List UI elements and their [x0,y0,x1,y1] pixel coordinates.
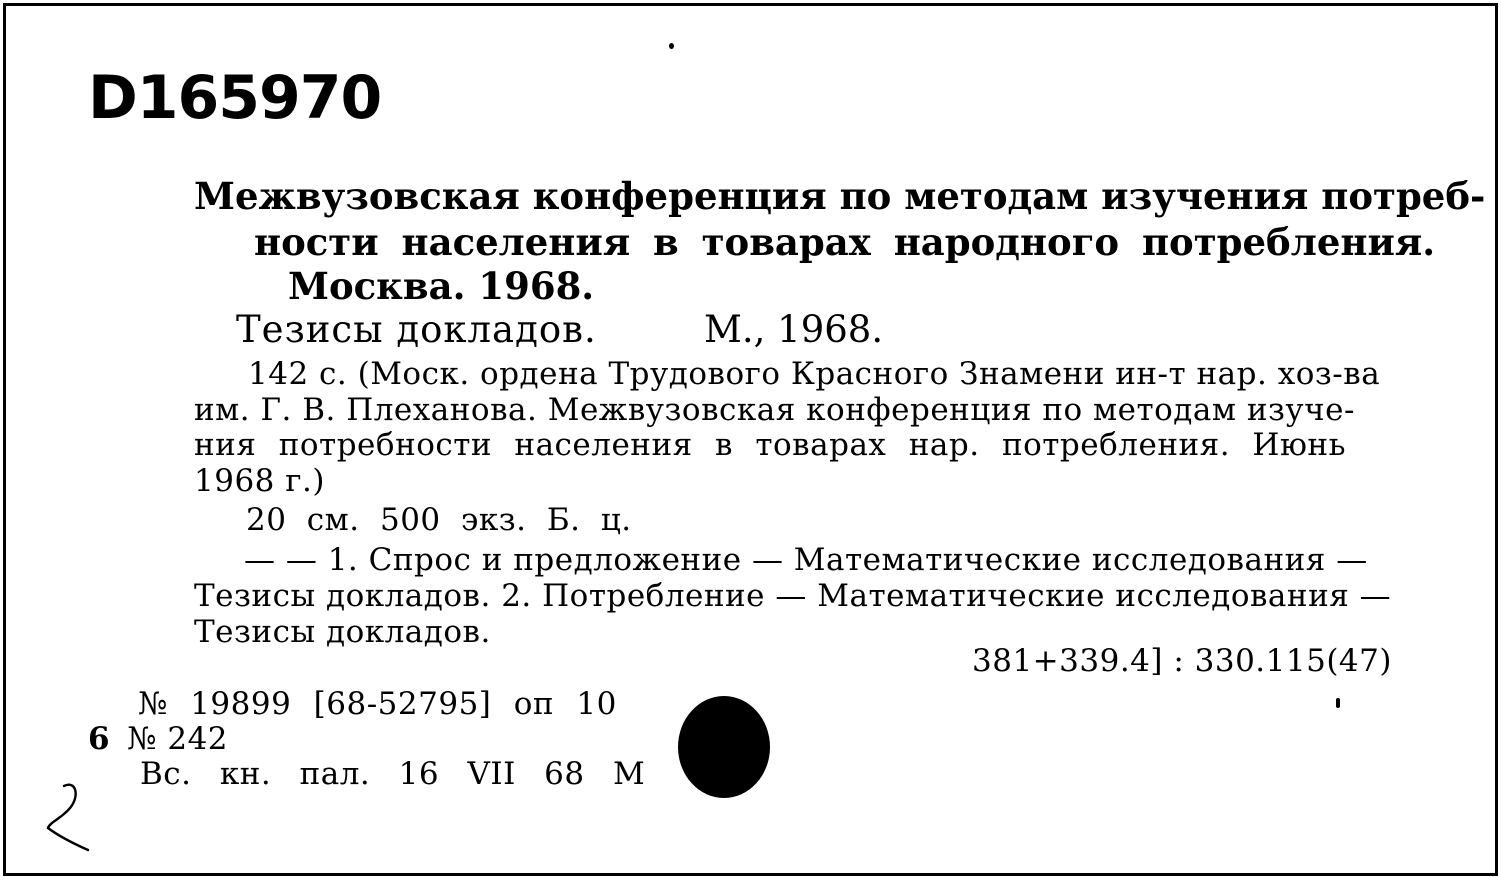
ink-speck [669,43,674,49]
physical-description: 20 см. 500 экз. Б. ц. [246,502,632,538]
description-line-2: им. Г. В. Плеханова. Межвузовская конференция по методам изуче- [194,392,1355,428]
subtitle-right: М., 1968. [704,308,884,351]
punch-hole [678,696,770,798]
title-line-2: ности населения в товарах народного потребления. [254,220,1436,264]
handwritten-mark [36,778,106,858]
footer-line-2-number: № 242 [127,721,229,757]
description-line-4: 1968 г.) [194,463,325,499]
description-line-3: ния потребности населения в товарах нар. потребления. Июнь [194,427,1346,463]
title-line-1: Межвузовская конференция по методам изучения потреб- [194,174,1486,218]
footer-line-2 [88,721,228,757]
subjects-line-3: Тезисы докладов. [194,614,491,650]
subjects-line-2: Тезисы докладов. 2. Потребление — Математические исследования — [194,578,1392,614]
catalog-card [3,3,1498,876]
catalog-number-text: D165970 [88,63,382,133]
classification-code: 381+339.4] : 330.115(47) [972,643,1392,679]
description-line-1: 142 с. (Моск. ордена Трудового Красного Знамени ин-т нар. хоз-ва [248,356,1381,392]
catalog-number [88,58,381,138]
footer-line-3: Вс. кн. пал. 16 VII 68 М [140,756,646,792]
title-line-3: Москва. 1968. [288,264,595,308]
subjects-line-1: — — 1. Спрос и предложение — Математические исследования — [244,542,1368,578]
footer-line-1: № 19899 [68-52795] оп 10 [138,686,617,722]
footer-line-2-prefix: 6 [88,721,111,757]
ink-speck [1336,698,1340,708]
subtitle-left: Тезисы докладов. [236,308,597,351]
